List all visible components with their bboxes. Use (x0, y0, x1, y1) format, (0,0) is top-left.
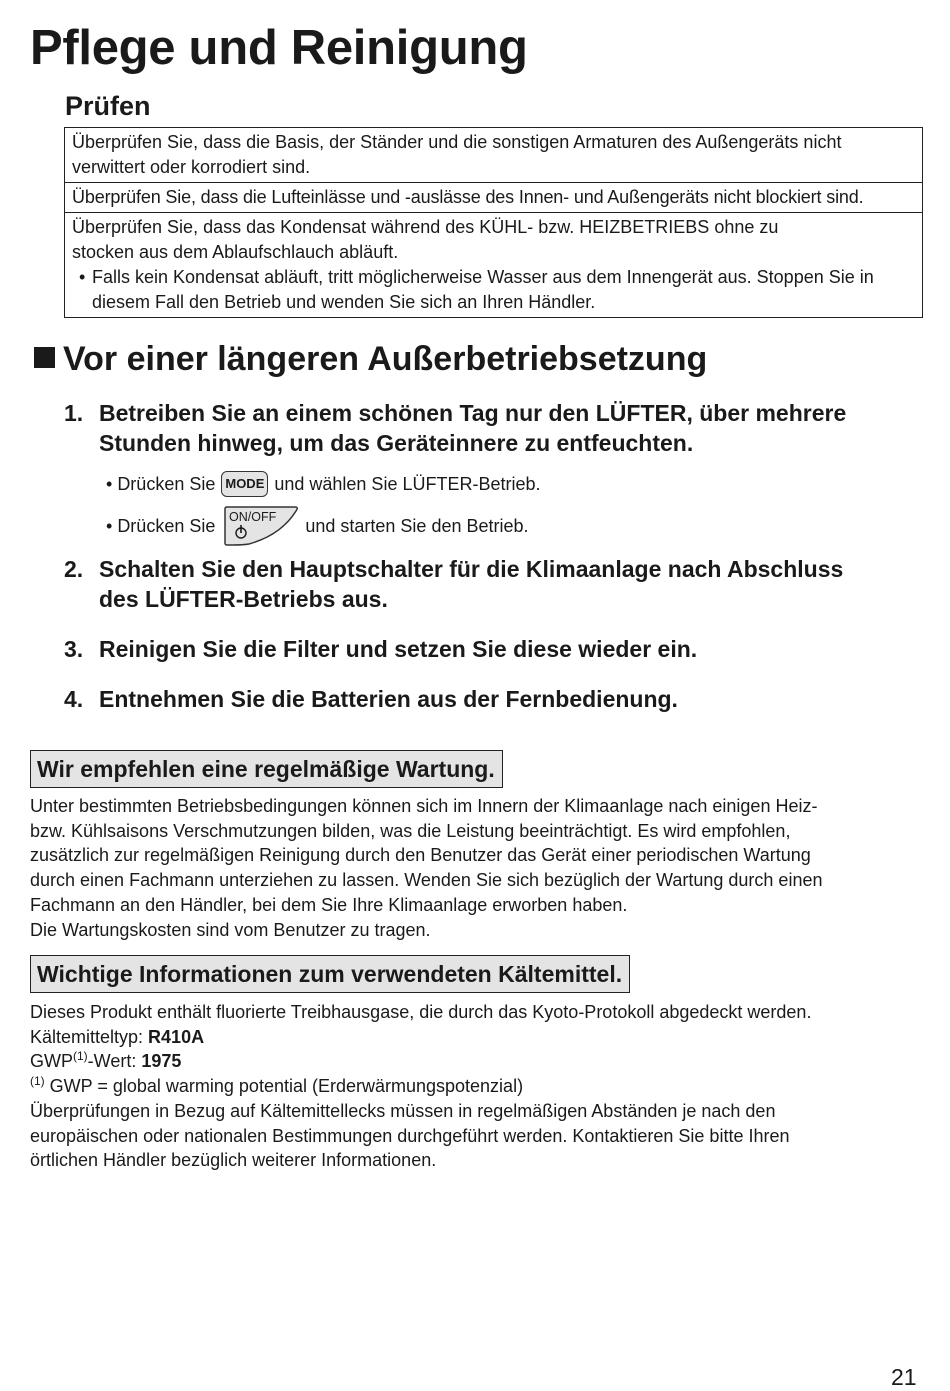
text-line: Fachmann an den Händler, bei dem Sie Ihre Klimaanlage erworben haben. (30, 894, 628, 915)
check-table (64, 127, 923, 318)
section-heading (34, 340, 707, 379)
text-line: Überprüfungen in Bezug auf Kältemittellecks müssen in regelmäßigen Abständen je nach den (30, 1100, 776, 1121)
maintenance-heading: Wir empfehlen eine regelmäßige Wartung. (30, 750, 503, 788)
gwp-line (30, 1049, 910, 1074)
check-heading: Prüfen (65, 91, 151, 121)
step-item (64, 554, 924, 614)
gwp-label: GWP (30, 1051, 73, 1072)
step-line: des LÜFTER-Betriebs aus. (99, 586, 388, 612)
maintenance-paragraph (30, 794, 910, 942)
refrigerant-paragraph (30, 1000, 910, 1173)
gwp-label-post: -Wert: (87, 1051, 142, 1072)
gwp-value: 1975 (141, 1051, 182, 1072)
substep-item (64, 468, 924, 500)
refrigerant-type-label: Kältemitteltyp: (30, 1026, 149, 1047)
check-row-line: Überprüfen Sie, dass die Lufteinlässe und -auslässe des Innen- und Außengeräts nicht blockiert sind. (72, 187, 864, 207)
bullet-icon: • (106, 474, 113, 494)
footnote-mark: (1) (30, 1074, 45, 1089)
step-line: Entnehmen Sie die Batterien aus der Fernbedienung. (99, 686, 678, 712)
text-line: zusätzlich zur regelmäßigen Reinigung durch den Benutzer das Gerät einer periodischen Wartung (30, 845, 811, 866)
step-item (64, 634, 924, 664)
mode-button-icon: MODE (221, 471, 268, 497)
section-heading-text: Vor einer längeren Außerbetriebsetzung (63, 340, 708, 378)
substep-post: und wählen Sie LÜFTER-Betrieb. (274, 474, 541, 494)
substep-pre: Drücken Sie (117, 516, 216, 536)
check-row-line: Überprüfen Sie, dass die Basis, der Ständer und die sonstigen Armaturen des Außengeräts nicht (72, 132, 842, 152)
step-item (64, 684, 924, 714)
text-line: europäischen oder nationalen Bestimmungen durchgeführt werden. Kontaktieren Sie bitte Ihren (30, 1125, 790, 1146)
substep-pre: Drücken Sie (117, 474, 216, 494)
check-row-note-text: Falls kein Kondensat abläuft, tritt möglicherweise Wasser aus dem Innengerät aus. Stoppen Sie in diesem Fall den Betrieb und wenden Sie sich an Ihren Händler. (92, 267, 874, 312)
text-line: Die Wartungskosten sind vom Benutzer zu tragen. (30, 919, 431, 940)
refrigerant-heading: Wichtige Informationen zum verwendeten Kältemittel. (30, 955, 630, 993)
text-line: bzw. Kühlsaisons Verschmutzungen bilden, was die Leistung beeinträchtigt. Es wird empfohlen, (30, 820, 791, 841)
text-line: Unter bestimmten Betriebsbedingungen können sich im Innern der Klimaanlage nach einigen Heiz- (30, 796, 818, 816)
bullet-icon: • (79, 267, 86, 287)
step-number: 3. (64, 636, 84, 662)
check-row (65, 182, 922, 212)
refrigerant-type-value: R410A (148, 1026, 205, 1047)
check-row-line: stocken aus dem Ablaufschlauch abläuft. (72, 242, 399, 262)
page-title: Pflege und Reinigung (30, 21, 528, 75)
step-line: Betreiben Sie an einem schönen Tag nur den LÜFTER, über mehrere (99, 400, 847, 426)
text-line: Dieses Produkt enthält fluorierte Treibhausgase, die durch das Kyoto-Protokoll abgedeckt werden. (30, 1002, 812, 1022)
step-line: Schalten Sie den Hauptschalter für die Klimaanlage nach Abschluss (99, 556, 844, 582)
on-off-button-icon (221, 505, 299, 547)
step-number: 2. (64, 556, 84, 582)
bullet-icon: • (106, 516, 113, 536)
check-row (65, 212, 922, 317)
check-row-line: Überprüfen Sie, dass das Kondensat während des KÜHL- bzw. HEIZBETRIEBS ohne zu (72, 217, 779, 237)
footnote-line (30, 1074, 910, 1099)
step-number: 1. (64, 400, 84, 426)
step-number: 4. (64, 686, 84, 712)
substep-item (64, 506, 924, 546)
step-item (64, 398, 924, 458)
footnote-text: GWP = global warming potential (Erderwärmungspotenzial) (44, 1076, 524, 1097)
text-line: örtlichen Händler bezüglich weiterer Informationen. (30, 1150, 437, 1171)
gwp-footnote-mark: (1) (73, 1049, 88, 1064)
steps-list (64, 398, 924, 714)
page-number: 21 (891, 1364, 917, 1390)
step-line: Stunden hinweg, um das Geräteinnere zu entfeuchten. (99, 430, 694, 456)
on-off-label: ON/OFF (229, 510, 277, 524)
refrigerant-type-line (30, 1025, 910, 1050)
check-row-note (72, 265, 916, 315)
check-row-line: verwittert oder korrodiert sind. (72, 157, 311, 177)
step-line: Reinigen Sie die Filter und setzen Sie diese wieder ein. (99, 636, 698, 662)
square-bullet-icon (34, 347, 55, 368)
substep-post: und starten Sie den Betrieb. (305, 516, 529, 536)
text-line: durch einen Fachmann unterziehen zu lassen. Wenden Sie sich bezüglich der Wartung durch einen (30, 870, 823, 891)
check-row (65, 128, 922, 182)
